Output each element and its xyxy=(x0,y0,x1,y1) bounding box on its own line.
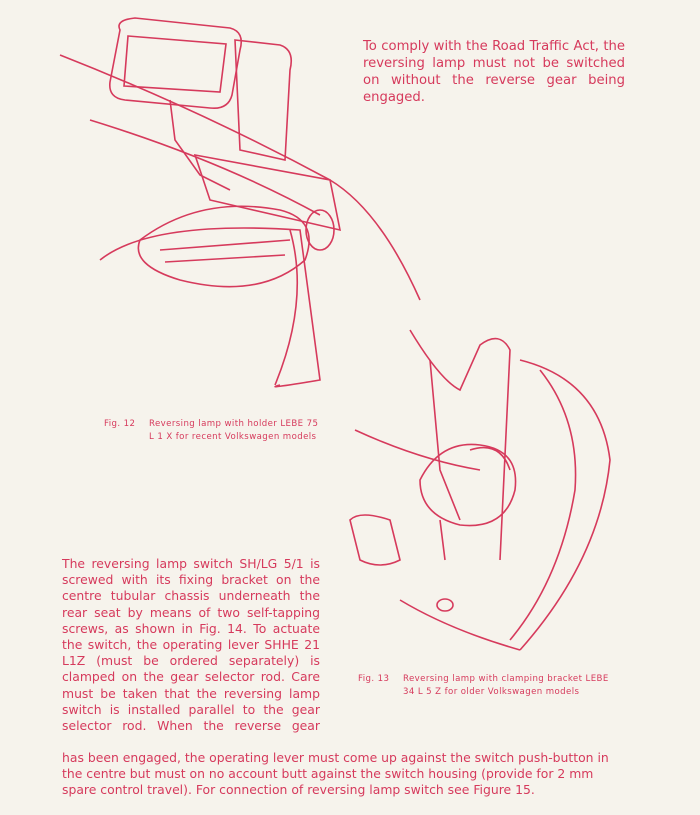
figure-13-caption xyxy=(358,673,623,697)
body-paragraph-full-width: has been engaged, the operating lever must come up against the switch push-button in the centre but must on no account butt against the switch housing (provide for 2 mm spare control travel). For connection of reversing lamp switch see Figure 15. xyxy=(62,750,609,798)
figure-number: Fig. 12 xyxy=(104,419,136,429)
figure-caption-text: Reversing lamp with holder LEBE 75 L 1 X for recent Volkswagen models xyxy=(149,419,319,442)
body-paragraph-column: The reversing lamp switch SH/LG 5/1 is screwed with its fixing bracket on the centre tubular chassis underneath the rear seat by means of two self-tapping screws, as shown in Fig. 14. To actuate the switch, the operating lever SHHE 21 L1Z (must be ordered separately) is clamped on the gear selector rod. Care must be taken that the reversing lamp switch is installed parallel to the gear selector rod. When the reverse gear xyxy=(62,556,320,734)
reversing-lamp-older-drawing xyxy=(350,330,610,650)
figure-number: Fig. 13 xyxy=(358,674,390,684)
figure-12-caption xyxy=(104,418,324,442)
figure-caption-text: Reversing lamp with clamping bracket LEBE 34 L 5 Z for older Volkswagen models xyxy=(403,674,609,697)
road-traffic-act-notice: To comply with the Road Traffic Act, the reversing lamp must not be switched on without the reverse gear being engaged. xyxy=(363,39,625,105)
